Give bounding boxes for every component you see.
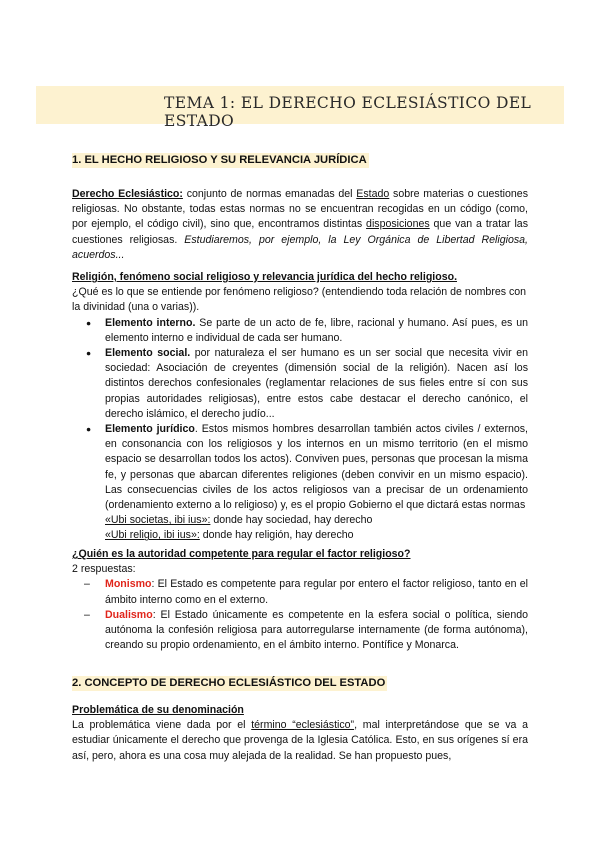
bullet-text: por naturaleza el ser humano es un ser social que necesita vivir en sociedad: Asociación de creyentes (dimensión social de la religión). Nacen así los distintos derechos confesionales (reglamentar relaciones de sus fieles entre sí con sus propias autoridades religiosas), entre estos cabe destacar el derecho canónico, el derecho islámico, el derecho judío...: [105, 347, 528, 420]
title-banner: [36, 86, 564, 130]
denomination-heading: Problemática de su denominación: [72, 704, 244, 716]
denomination-block: [72, 703, 528, 764]
definition-text-2: sobre materias o cuestiones religiosas. No obstante, todas estas normas no se encuentran recogidas en un código (como, por ejemplo, el código civil), sino que, encontramos distintas: [72, 188, 528, 231]
maxim-1-text: donde hay sociedad, hay derecho: [210, 514, 373, 527]
authority-heading: ¿Quién es la autoridad competente para regular el factor religioso?: [72, 548, 411, 560]
religion-question: ¿Qué es lo que se entiende por fenómeno religioso? (entendiendo toda relación de nombres con la divinidad (una o varias)).: [72, 286, 527, 314]
authority-block: [72, 547, 528, 653]
list-item: [105, 608, 528, 654]
definition-term: Derecho Eclesiástico:: [72, 188, 183, 200]
definition-italic: Estudiaremos, por ejemplo, la Ley Orgánica de Libertad Religiosa, acuerdos...: [72, 233, 528, 261]
maxim-2-text: donde hay religión, hay derecho: [199, 529, 354, 542]
bullet-text: . Estos mismos hombres desarrollan también actos civiles / externos, en consonancia con los religiosos y los internos en un mismo territorio (en el mismo espacio se desarrollan todos los actos). Conviven pues, personas que procesan la misma fe, y personas que abarcan diferentes religiones (deben convivir en un mismo espacio). Las consecuencias civiles de los actos religiosos van a precisar de un ordenamiento (ordenamiento externo a lo religioso) y, es el propio Gobierno el que dictará estas normas: [105, 423, 528, 512]
definition-estado: Estado: [356, 188, 390, 200]
answer-term: Dualismo: [105, 608, 153, 621]
religion-heading: Religión, fenómeno social religioso y relevancia jurídica del hecho religioso.: [72, 271, 458, 283]
maxim-2-term: «Ubi religio, ibi ius»:: [105, 529, 200, 542]
answer-text: El Estado es competente para regular por entero el factor religioso, tanto en el ámbito interno como en el externo.: [105, 578, 528, 606]
list-item: [105, 316, 528, 346]
answer-term: Monismo: [105, 578, 152, 591]
bullet-term: Elemento social.: [105, 347, 191, 360]
maxim-1-term: «Ubi societas, ibi ius»:: [105, 514, 211, 527]
bullet-term: Elemento interno.: [105, 316, 196, 329]
answer-text: El Estado únicamente es competente en la esfera social o política, siendo autónoma la confesión religiosa para autorregularse internamente (de forma autónoma), creando su propio ordenamiento, en el ámbito interno. Pontífice y Monarca.: [105, 608, 528, 652]
answer-sep: :: [151, 578, 155, 591]
answers-list: [72, 577, 528, 653]
list-item: [105, 577, 528, 607]
list-item: [105, 422, 528, 544]
definition-text-1: conjunto de normas emanadas del: [182, 188, 357, 200]
document-title: TEMA 1: EL DERECHO ECLESIÁSTICO DEL ESTADO: [164, 94, 532, 130]
answers-intro: 2 respuestas:: [72, 563, 136, 576]
bullet-text: Se parte de un acto de fe, libre, racional y humano. Así pues, es un elemento interno e individual de cada ser humano.: [105, 316, 528, 344]
denomination-text-2: , mal interpretándose que se va a estudiar únicamente el derecho que provenga de la Iglesia Católica. Esto, en sus orígenes sí era así, pero, ahora es una cosa muy alejada de la realidad. Se han propuesto pues,: [72, 719, 528, 762]
definition-paragraph: [72, 187, 528, 263]
section1-heading: 1. EL HECHO RELIGIOSO Y SU RELEVANCIA JURÍDICA: [72, 154, 367, 166]
definition-text-3: que van a tratar las cuestiones religiosas.: [72, 218, 528, 246]
elements-list: [72, 316, 528, 544]
denomination-paragraph: [72, 718, 528, 764]
denomination-text-1: La problemática viene dada por el: [72, 719, 252, 732]
definition-disposiciones: disposiciones: [366, 218, 430, 231]
answer-sep: :: [152, 608, 156, 621]
term-eclesiastico: término “eclesiástico”: [251, 719, 355, 732]
religion-block: [72, 270, 528, 544]
list-item: [105, 346, 528, 422]
bullet-term: Elemento jurídico: [105, 423, 195, 436]
section2-heading: 2. CONCEPTO DE DERECHO ECLESIÁSTICO DEL ESTADO: [72, 677, 386, 689]
